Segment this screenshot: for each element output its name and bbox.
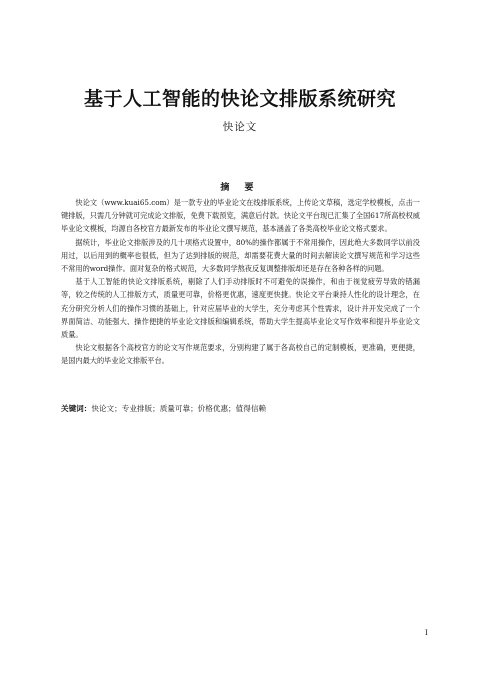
abstract-paragraph: 基于人工智能的快论文排版系统，剔除了人们手动排版时不可避免的误操作，和由于视觉疲劳导致的错漏等，较之传统的人工排版方式，质量更可靠，价格更优惠，速度更快捷。快论文平台秉持人性化的设计理念，在充分研究分析人们的操作习惯的基础上，针对应届毕业的大学生，充分考虑其个性需求，设计并开发完成了一个界面简洁、功能强大、操作便捷的毕业论文排版和编辑系统，帮助大学生提高毕业论文写作效率和提升毕业论文质量。 bbox=[61, 277, 420, 340]
page-number: I bbox=[425, 629, 428, 637]
abstract-body bbox=[61, 196, 420, 368]
abstract-paragraph: 快论文（www.kuai65.com）是一款专业的毕业论文在线排版系统，上传论文草稿，选定学校模板，点击一键排版，只需几分钟就可完成论文排版，免费下载预览，满意后付款。快论文平台现已汇集了全国617所高校权威毕业论文模板，均源自各校官方最新发布的毕业论文撰写规范，基本涵盖了各类高校毕业论文格式要求。 bbox=[61, 198, 420, 234]
keywords-text: 快论文；专业排版；质量可靠；价格优惠；值得信赖 bbox=[91, 404, 267, 413]
abstract-paragraph: 据统计，毕业论文排版涉及的几十项格式设置中，80%的操作都属于不常用操作，因此绝大多数同学以前没用过，以后用到的概率也很低，但为了达到排版的规范，却需要花费大量的时间去解读论文撰写规范和学习这些不常用的word操作。面对复杂的格式规范，大多数同学熬夜反复调整排版却还是存在各种各样的问题。 bbox=[61, 237, 420, 274]
abstract-paragraph: 快论文根据各个高校官方的论文写作规范要求，分别构建了属于各高校自己的定制模板，更准确，更便捷，是国内最大的毕业论文排版平台。 bbox=[61, 343, 420, 366]
document-title: 基于人工智能的快论文排版系统研究 bbox=[83, 88, 396, 110]
keywords-label: 关键词： bbox=[61, 404, 92, 413]
document-author: 快论文 bbox=[222, 121, 258, 133]
keywords-line bbox=[61, 403, 420, 415]
abstract-heading: 摘 要 bbox=[220, 183, 260, 193]
